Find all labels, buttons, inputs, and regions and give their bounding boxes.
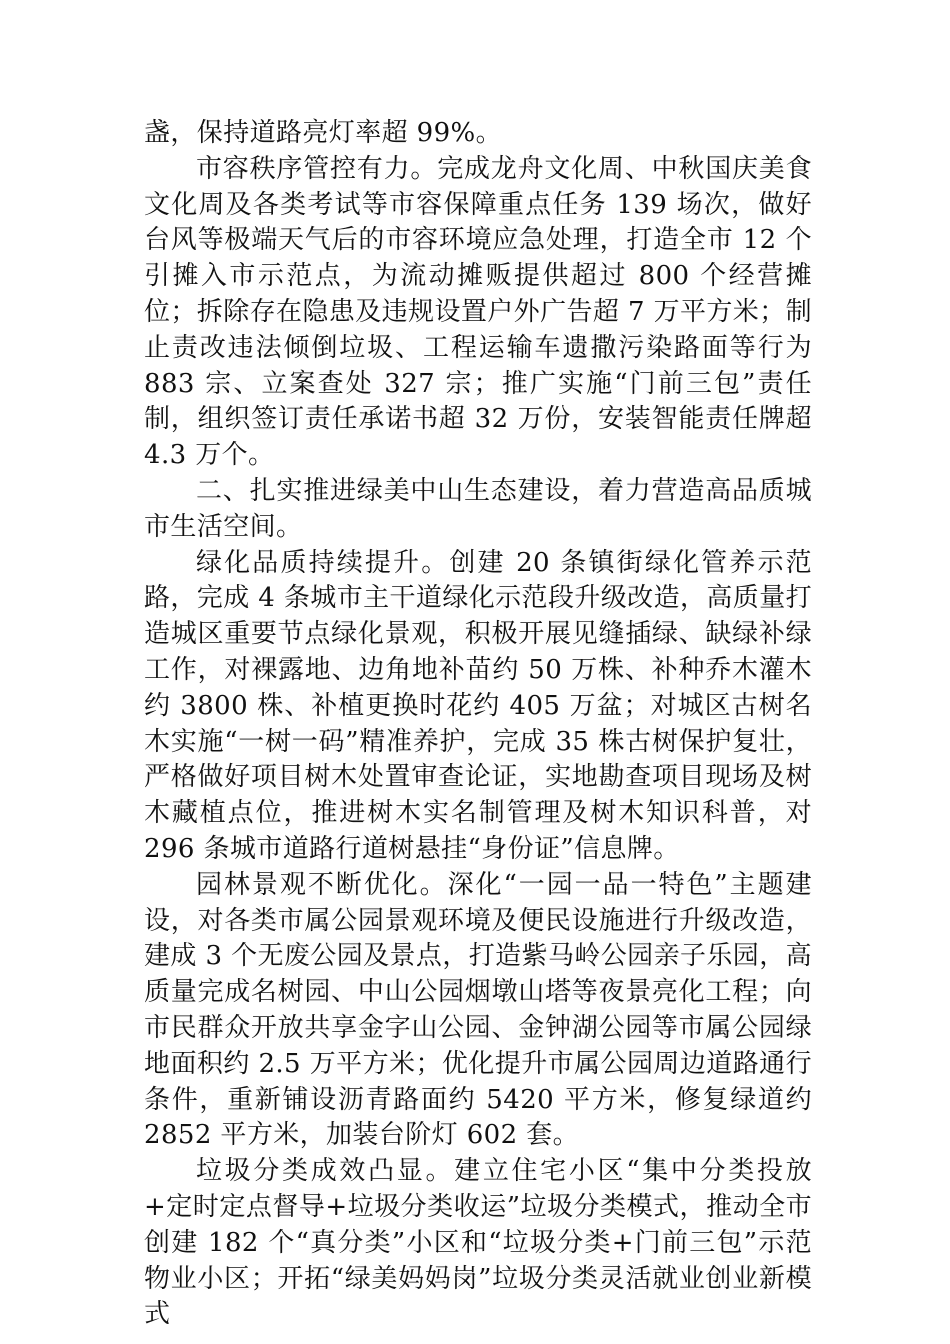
paragraph-greening-quality: 绿化品质持续提升。创建 20 条镇街绿化管养示范路，完成 4 条城市主干道绿化示范段升级改造，高质量打造城区重要节点绿化景观，积极开展见缝插绿、缺绿补绿工作，对裸露地、边角地补苗约 50 万株、补种乔木灌木约 3800 株、补植更换时花约 405 万盆；对城区古树名木实施“一树一码”精准养护，完成 35 株古树保护复壮，严格做好项目树木处置审查论证，实地勘查项目现场及树木藏植点位，推进树木实名制管理及树木知识科普，对 296 条城市道路行道树悬挂“身份证”信息牌。: [144, 547, 812, 864]
paragraph-waste-sorting: 垃圾分类成效凸显。建立住宅小区“集中分类投放+定时定点督导+垃圾分类收运”垃圾分类模式，推动全市创建 182 个“真分类”小区和“垃圾分类+门前三包”示范物业小区；开拓“绿美妈妈岗”垃圾分类灵活就业创业新模式: [144, 1156, 812, 1330]
paragraph-continuation: 盏，保持道路亮灯率超 99%。: [144, 118, 503, 148]
paragraph-city-order: 市容秩序管控有力。完成龙舟文化周、中秋国庆美食文化周及各类考试等市容保障重点任务 139 场次，做好台风等极端天气后的市容环境应急处理，打造全市 12 个引摊入市示范点，为流动摊贩提供超过 800 个经营摊位；拆除存在隐患及违规设置户外广告超 7 万平方米；制止责改违法倾倒垃圾、工程运输车遗撒污染路面等行为 883 宗、立案查处 327 宗；推广实施“门前三包”责任制，组织签订责任承诺书超 32 万份，安装智能责任牌超 4.3 万个。: [144, 153, 812, 471]
paragraph-garden-landscape: 园林景观不断优化。深化“一园一品一特色”主题建设，对各类市属公园景观环境及便民设施进行升级改造，建成 3 个无废公园及景点，打造紫马岭公园亲子乐园，高质量完成名树园、中山公园烟墩山塔等夜景亮化工程；向市民群众开放共享金字山公园、金钟湖公园等市属公园绿地面积约 2.5 万平方米；优化提升市属公园周边道路通行条件，重新铺设沥青路面约 5420 平方米，修复绿道约 2852 平方米，加装台阶灯 602 套。: [144, 869, 812, 1151]
document-body: [144, 116, 812, 1333]
section-heading-green-ecology: 二、扎实推进绿美中山生态建设，着力营造高品质城市生活空间。: [144, 475, 812, 542]
